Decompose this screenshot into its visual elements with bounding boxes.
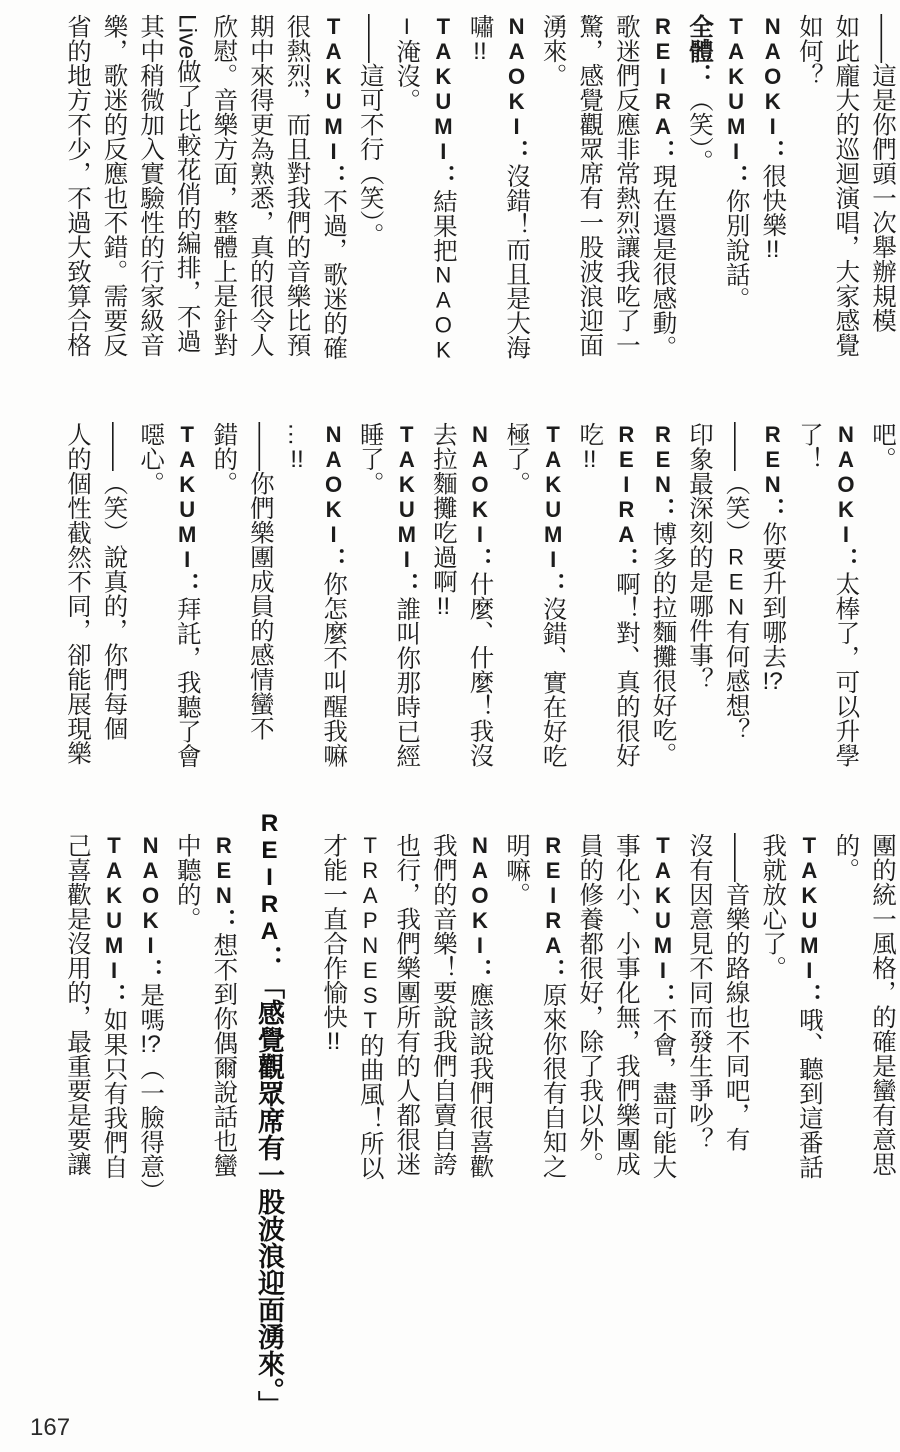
text-column [827,833,864,1193]
text-column [717,422,754,782]
speaker-label: TAKUMI： [539,422,567,597]
text-column [571,422,608,782]
text-column [95,422,132,782]
text-column [644,14,681,374]
column-text: 太棒了，可以升學 [832,571,860,768]
column-text: 拜託，我聽了會 [173,596,201,768]
text-column [863,833,900,1193]
column-text: 噁心。 [137,422,165,496]
speaker-label: REN： [649,422,677,522]
text-column [132,14,169,374]
upright-latin: NAOK [430,262,456,362]
text-column [497,833,534,1193]
upright-latin: TAKUMI [101,833,127,983]
upright-latin: NAOKI [467,833,493,958]
column-text: 應該說我們很喜歡 [466,982,494,1179]
text-column [168,833,205,1193]
column-text: 其中稍微加入實驗性的行家級音 [137,14,165,357]
column-text: 睡了。 [356,422,384,496]
text-column [534,833,571,1193]
column-text: 啊！對、真的很好 [612,571,640,768]
column-text: 是嗎!?（一臉得意） [137,982,165,1203]
column-text: 人的個性截然不同，卻能展現樂 [63,422,91,765]
text-column [168,14,205,374]
upright-latin: NAOKI [504,14,530,139]
text-column [680,833,717,1193]
text-column [863,422,900,782]
column-text: 樂，歌迷的反應也不錯。需要反 [100,14,128,357]
column-text: 了！ [795,422,823,471]
text-column [754,14,791,374]
text-column [461,833,498,1193]
column-text: 不會，盡可能大 [649,1007,677,1179]
column-text: 你要升到哪去!? [759,521,787,693]
upright-latin: TAKUMI [321,14,347,164]
speaker-label: TAKUMI： [649,833,677,1008]
column-text: 省的地方不少，不過大致算合格 [63,14,91,357]
column-text: 沒錯、實在好吃 [539,596,567,768]
text-column [607,833,644,1193]
text-column [351,833,388,1193]
text-column [424,14,461,374]
upright-latin: TAKUMI [394,422,420,572]
column-text: 嘯!! [466,14,494,63]
column-text: ——音樂的路線也不同吧，有 [722,833,750,1152]
text-column [205,833,242,1193]
column-text: 事化小、小事化無，我們樂團成 [612,833,640,1176]
column-text: （笑）。 [686,87,714,174]
column-text: 你別說話。 [722,188,750,311]
text-column [132,833,169,1203]
column-text: 不過，歌迷的確 [320,188,348,360]
column-text: 結果把NAOK [429,188,457,362]
text-column [754,833,791,1193]
text-column [168,422,205,782]
text-column [717,833,754,1193]
column-text: TRAPNEST的曲風！所以 [356,833,384,1180]
pull-quote-speaker: REIRA： [254,810,284,972]
text-column [58,833,95,1193]
column-text: I淹沒。 [393,14,421,113]
text-column [644,422,681,782]
upright-latin: REN [211,833,237,908]
text-band-middle [58,422,900,782]
column-text: 吧。 [869,422,896,471]
column-text: …!! [283,422,311,471]
speaker-label: REN： [759,422,787,522]
speaker-label: TAKUMI： [722,14,750,189]
upright-latin: TAKUMI [723,14,749,164]
text-column [790,833,827,1193]
upright-latin: I [394,14,420,39]
upright-latin: REIRA [650,14,676,139]
column-text: 如果只有我們自 [100,1007,128,1179]
upright-latin: NAOKI [138,833,164,958]
speaker-label: TAKUMI： [173,422,201,597]
upright-latin: TAKUMI [540,422,566,572]
column-text: 錯的。 [210,422,238,496]
speaker-label: TAKUMI： [393,422,421,597]
text-column [58,422,95,782]
upright-latin: TAKUMI [796,833,822,983]
column-text: 很快樂!! [759,163,787,262]
text-column [205,14,242,374]
upright-latin: REIRA [540,833,566,958]
text-column [278,14,315,374]
column-text: 才能一直合作愉快!! [320,833,348,1054]
text-column [205,422,242,782]
text-column [461,422,498,782]
column-text: 湧來。 [539,14,567,88]
column-text: ——你們樂團成員的感情蠻不 [246,422,274,741]
text-column [351,14,388,374]
speaker-label: NAOKI： [759,14,787,164]
text-column [534,422,571,782]
column-text: 現在還是很感動。 [649,163,677,360]
text-column [754,422,791,782]
text-column [388,422,425,782]
text-column [278,422,315,782]
text-column [424,422,461,782]
text-column [680,14,717,374]
column-text: 驚，感覺觀眾席有一股波浪迎面 [576,14,604,357]
column-text: 員的修養都很好，除了我以外。 [576,833,604,1176]
column-text: ——這可不行（笑）。 [356,14,384,247]
upright-latin: TRAPNEST [357,833,383,1033]
column-text: 博多的拉麵攤很好吃。 [649,521,677,767]
column-text: ——（笑）REN有何感想？ [722,422,750,742]
upright-latin: NAOKI [833,422,859,547]
upright-latin: NAOKI [321,422,347,547]
text-column [790,422,827,782]
speaker-label: REIRA： [649,14,677,164]
speaker-label: TAKUMI： [100,833,128,1008]
upright-latin: REN [760,422,786,497]
page-number: 167 [30,1414,71,1441]
speaker-label: TAKUMI： [320,14,348,189]
text-column [132,422,169,782]
column-text: 你怎麼不叫醒我嘛 [320,571,348,768]
column-text: 期中來得更為熟悉，真的很令人 [246,14,274,357]
text-column [241,422,278,782]
column-text: 原來你很有自知之 [539,982,567,1179]
column-text: 想不到你偶爾說話也蠻 [210,932,238,1178]
speaker-label: NAOKI： [832,422,860,572]
combined-punctuation: !! [582,446,597,471]
column-text: 歌迷們反應非常熱烈讓我吃了一 [612,14,640,357]
text-column [424,833,461,1193]
column-text: ——（笑）說真的，你們每個 [100,422,128,741]
speaker-label: NAOKI： [320,422,348,572]
text-column [315,422,352,782]
column-text: 我就放心了。 [759,833,787,980]
text-column [571,833,608,1193]
upright-latin: REN [650,422,676,497]
upright-latin: TAKUMI [650,833,676,983]
text-column [461,14,498,374]
combined-punctuation: !? [140,1031,161,1056]
column-text: 誰叫你那時已經 [393,596,421,768]
pull-quote-text: 「感覺觀眾席有一股波浪迎面湧來。」 [254,972,284,1418]
upright-latin: TAKUMI [430,14,456,164]
combined-punctuation: !! [765,237,780,262]
text-column [95,833,132,1193]
text-column [607,422,644,782]
text-column [790,14,827,374]
speaker-label: NAOKI： [466,422,494,572]
speaker-label: REIRA： [612,422,640,572]
text-column [863,14,900,374]
text-column [351,422,388,782]
upright-latin: REN [723,544,749,620]
text-band-top [58,14,900,374]
upright-latin: REIRA [256,810,283,945]
column-text: 吃!! [576,422,604,471]
column-text: 哦、聽到這番話 [795,1007,823,1179]
speaker-label: REN： [210,833,238,933]
combined-punctuation: !! [326,1029,341,1054]
text-column [241,14,278,374]
text-column [315,14,352,374]
combined-punctuation: !? [762,668,783,693]
column-text: 團的統一風格，的確是蠻有意思 [869,833,896,1176]
speaker-label: 全體： [686,14,714,88]
column-text: 我們的音樂！要說我們自賣自誇 [429,833,457,1176]
column-text: 己喜歡是沒用的，最重要是要讓 [63,833,91,1176]
text-column [497,14,534,374]
combined-punctuation: !! [436,593,451,618]
combined-punctuation: !! [473,38,487,63]
text-column [644,833,681,1193]
column-text: 印象最深刻的是哪件事？ [686,422,714,692]
text-column [388,833,425,1193]
column-text: 欣慰。音樂方面，整體上是針對 [210,14,238,357]
column-text: 明嘛。 [503,833,531,907]
speaker-label: NAOKI： [466,833,494,983]
speaker-label: TAKUMI： [429,14,457,189]
column-text: 極了。 [503,422,531,496]
column-text: 沒有因意見不同而發生爭吵？ [686,833,714,1152]
upright-latin: REIRA [613,422,639,547]
text-column [315,833,352,1193]
column-text: 什麼、什麼！我沒 [466,571,494,768]
text-column [827,422,864,782]
column-text: 沒錯！而且是大海 [503,163,531,360]
column-text: 也行，我們樂團所有的人都很迷 [393,833,421,1176]
combined-punctuation: !! [290,446,304,471]
column-text: Live做了比較花俏的編排，不過 [173,14,201,353]
column-text: 如此龐大的巡迴演唱，大家感覺 [832,14,860,357]
text-column [680,422,717,782]
upright-latin: NAOKI [467,422,493,547]
upright-latin: NAOKI [760,14,786,139]
text-column [717,14,754,374]
column-text: ——這是你們頭一次舉辦規模 [869,14,896,333]
speaker-label: NAOKI： [503,14,531,164]
text-column [607,14,644,374]
speaker-label: NAOKI： [137,833,165,983]
text-column [827,14,864,374]
column-text: 的。 [832,833,860,882]
text-column [571,14,608,374]
text-column [95,14,132,374]
speaker-label: TAKUMI： [795,833,823,1008]
text-column [534,14,571,374]
column-text: 很熱烈，而且對我們的音樂比預 [283,14,311,357]
pull-quote [246,810,292,1440]
upright-latin: TAKUMI [174,422,200,572]
text-column [497,422,534,782]
text-column [58,14,95,374]
text-column [388,14,425,374]
column-text: 中聽的。 [173,833,201,931]
column-text: 去拉麵攤吃過啊!! [429,422,457,618]
speaker-label: REIRA： [539,833,567,983]
column-text: 如何？ [795,14,823,88]
